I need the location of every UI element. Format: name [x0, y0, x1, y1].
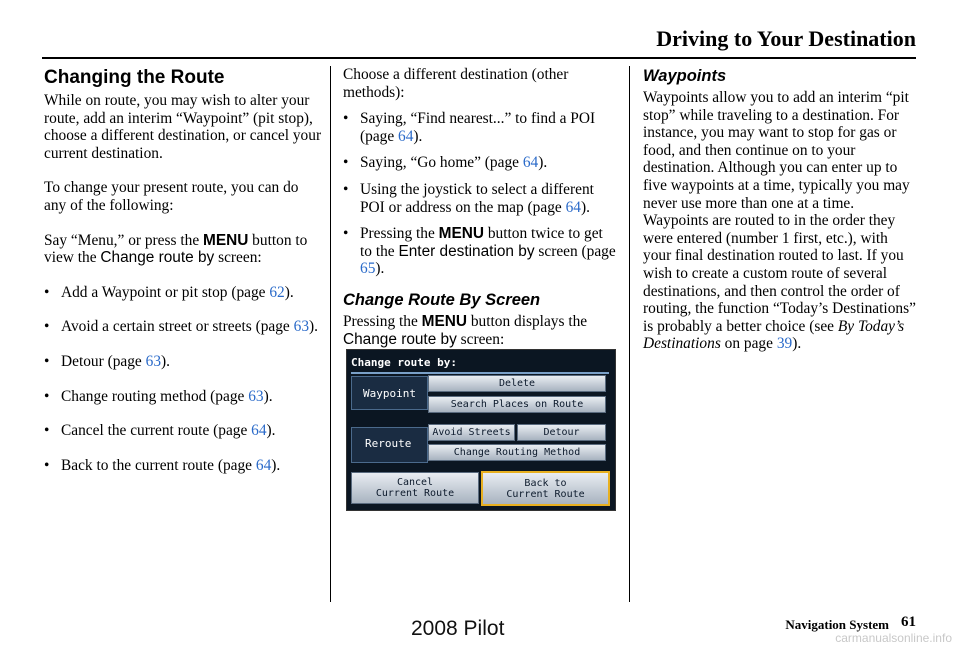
page-link[interactable]: 64	[565, 198, 581, 216]
detour-button[interactable]: Detour	[517, 424, 606, 441]
footer-section-name: Navigation System	[785, 617, 889, 632]
page-header-title: Driving to Your Destination	[656, 26, 916, 51]
paragraph: To change your present route, you can do any of the following:	[44, 179, 299, 214]
title-underline	[351, 372, 609, 374]
paragraph: While on route, you may wish to alter your route, add an interim “Waypoint” (pit stop), choose a different destination, or cancel your current destination.	[44, 92, 322, 162]
page-link[interactable]: 63	[248, 387, 264, 405]
subsection-heading: Change Route By Screen	[343, 290, 541, 309]
page-link[interactable]: 62	[269, 283, 285, 301]
page-link[interactable]: 64	[255, 456, 272, 474]
page-link[interactable]: 63	[145, 352, 162, 370]
paragraph: Say “Menu,” or press the MENU button to view the Change route by screen:	[44, 231, 308, 267]
list-item: • Change routing method (page 63).	[44, 388, 322, 406]
list-item: • Pressing the MENU button twice to get to the Enter destination by screen (page 65).	[343, 225, 618, 278]
cancel-current-route-button[interactable]: Cancel Current Route	[351, 472, 479, 504]
page-number: 61	[901, 614, 916, 630]
delete-button[interactable]: Delete	[428, 375, 606, 392]
column-divider	[330, 66, 331, 602]
screen-name-ref: Enter destination by	[398, 242, 535, 260]
menu-button-ref: MENU	[438, 225, 484, 243]
list-item: • Using the joystick to select a different POI or address on the map (page 64).	[343, 181, 618, 216]
paragraph: Choose a different destination (other methods):	[343, 66, 569, 101]
page-link[interactable]: 65	[360, 260, 376, 278]
change-routing-method-button[interactable]: Change Routing Method	[428, 444, 606, 461]
change-route-screen-image	[346, 349, 616, 511]
list-item: • Saying, “Find nearest...” to find a POI (page 64).	[343, 110, 618, 145]
page-link[interactable]: 63	[293, 318, 310, 336]
page-link[interactable]: 64	[398, 127, 414, 145]
paragraph: Pressing the MENU button displays the Change route by screen:	[343, 312, 588, 348]
section-ref: By Today’s Destinations	[643, 317, 905, 353]
screen-title: Change route by:	[351, 356, 457, 369]
avoid-streets-button[interactable]: Avoid Streets	[428, 424, 515, 441]
paragraph: Waypoints allow you to add an interim “pit stop” while traveling to a destination. For instance, you may want to stop for gas or food, and then continue on to your destination. Although you can enter up to five waypoints at a time, typically you may never use more than one at a time. Waypoints are routed to in the order they were entered (number 1 first, etc.), with your final destination routed to last. If you wish to create a custom route of several destinations, and then control the order of routing, the function “Today’s Destinations” is probably a better choice (see By Today’s Destinations on page 39).	[643, 89, 916, 353]
subsection-heading: Waypoints	[643, 67, 727, 85]
screen-name-ref: Change route by	[100, 249, 215, 267]
column-1	[44, 66, 322, 491]
column-3	[643, 66, 918, 370]
page-link[interactable]: 39	[776, 335, 793, 353]
site-watermark: carmanualsonline.info	[835, 631, 952, 645]
screen-name-ref: Change route by	[343, 330, 457, 348]
list-item: • Detour (page 63).	[44, 353, 322, 371]
menu-button-ref: MENU	[203, 231, 249, 249]
header-rule	[42, 57, 916, 59]
menu-button-ref: MENU	[421, 312, 467, 330]
back-to-current-route-button[interactable]: Back to Current Route	[481, 471, 610, 506]
model-watermark: 2008 Pilot	[411, 617, 505, 640]
options-list	[44, 284, 322, 475]
list-item: • Avoid a certain street or streets (page 63).	[44, 318, 322, 336]
reroute-label: Reroute	[365, 437, 412, 450]
waypoint-label: Waypoint	[363, 387, 416, 400]
list-item: • Back to the current route (page 64).	[44, 457, 322, 475]
list-item: • Saying, “Go home” (page 64).	[343, 154, 618, 172]
column-divider	[629, 66, 630, 602]
section-heading: Changing the Route	[44, 67, 225, 88]
page-link[interactable]: 64	[251, 422, 267, 440]
column-2	[343, 66, 618, 365]
search-places-button[interactable]: Search Places on Route	[428, 396, 606, 413]
methods-list	[343, 110, 618, 278]
list-item: • Cancel the current route (page 64).	[44, 422, 322, 440]
page-link[interactable]: 64	[522, 154, 539, 172]
list-item: • Add a Waypoint or pit stop (page 62).	[44, 284, 322, 302]
